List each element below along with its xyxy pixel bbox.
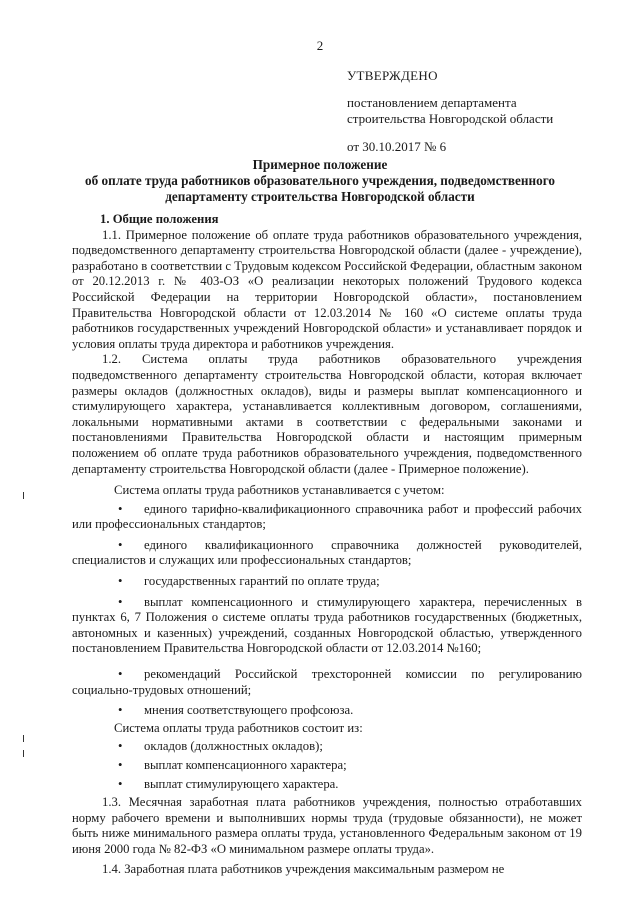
list-item: • единого квалификационного справочника должностей руководителей, специалистов и служащих или профессиональных стандартов; [72,537,582,568]
document-title [0,157,640,205]
bullet-icon: • [118,537,123,552]
list-item: • выплат компенсационного и стимулирующего характера, перечисленных в пунктах 6, 7 Положения о системе оплаты труда работников государственных (бюджетных, автономных и казенных) учреждений, созданных Новгородской областью, утвержденного постановлением Правительства Новгородской области от 12.03.2014 №160; [72,594,582,656]
paragraph-1-3: 1.3. Месячная заработная плата работников учреждения, полностью отработавших норму рабочего времени и выполнивших нормы труда (трудовые обязанности), не может быть ниже минимального размера оплаты труда, установленного Федеральным законом от 19 июня 2000 года № 82-ФЗ «О минимальном размере оплаты труда». [72,795,582,856]
title-line-3: департаменту строительства Новгородской области [165,189,475,204]
list-item: • выплат стимулирующего характера. [118,776,339,791]
title-line-1: Примерное положение [252,157,388,172]
list-intro-2: Система оплаты труда работников состоит из: [114,720,363,735]
paragraph-1-2: 1.2. Система оплаты труда работников образовательного учреждения подведомственного департаменту строительства Новгородской области, которая включает размеры окладов (должностных окладов), виды и размеры выплат компенсационного и стимулирующего характера, устанавливается коллективным договором, соглашениями, локальными нормативными актами в соответствии с федеральными законами и постановлениями Правительства Новгородской области и настоящим примерным положением об оплате труда работников образовательного учреждения, подведомственного департаменту строительства Новгородской области (далее - Примерное положение). [72,352,582,476]
bullet-icon: • [118,667,123,682]
approval-block [347,68,553,155]
list-item: • выплат компенсационного характера; [118,758,347,772]
bullet-icon: • [118,703,123,718]
list-item: • единого тарифно-квалификационного справочника работ и профессий рабочих или профессиональных стандартов; [72,501,582,532]
approval-line-1: постановлением департамента [347,95,517,110]
list-item: • государственных гарантий по оплате труда; [118,574,380,589]
approval-heading: УТВЕРЖДЕНО [347,68,438,83]
bullet-icon: • [118,758,123,772]
bullet-icon: • [118,739,123,754]
list-item: • окладов (должностных окладов); [118,739,323,754]
scan-mark [23,750,24,757]
section-heading: 1. Общие положения [100,212,219,226]
paragraph-1-4: 1.4. Заработная плата работников учреждения максимальным размером не [102,861,505,876]
bullet-icon: • [118,594,123,609]
approval-line-2: строительства Новгородской области [347,111,554,126]
scan-mark [23,735,24,742]
approval-date: от 30.10.2017 № 6 [347,139,447,154]
document-body [72,212,582,877]
page-number: 2 [316,38,324,53]
bullet-icon: • [118,574,123,589]
list-item: • рекомендаций Российской трехсторонней комиссии по регулированию социально-трудовых отношений; [72,667,582,697]
bullet-icon: • [118,501,123,516]
list-item: • мнения соответствующего профсоюза. [118,703,354,718]
paragraph-1-1: 1.1. Примерное положение об оплате труда работников образовательного учреждения, подведомственного департаменту строительства Новгородской области (далее - учреждение), разработано в соответствии с Трудовым кодексом Российской Федерации, областным законом от 20.12.2013 г. № 403-ОЗ «О реализации некоторых положений Трудового кодекса Российской Федерации на территории Новгородской области», постановлением Правительства Новгородской области от 12.03.2014 № 160 «О системе оплаты труда работников государственных учреждений Новгородской области» и устанавливает порядок и условия оплаты труда директора и работников учреждения. [72,227,582,351]
list-intro-1: Система оплаты труда работников устанавливается с учетом: [114,483,445,498]
title-line-2: об оплате труда работников образовательного учреждения, подведомственного [85,173,555,188]
bullet-icon: • [118,776,123,791]
scan-mark [23,492,24,499]
